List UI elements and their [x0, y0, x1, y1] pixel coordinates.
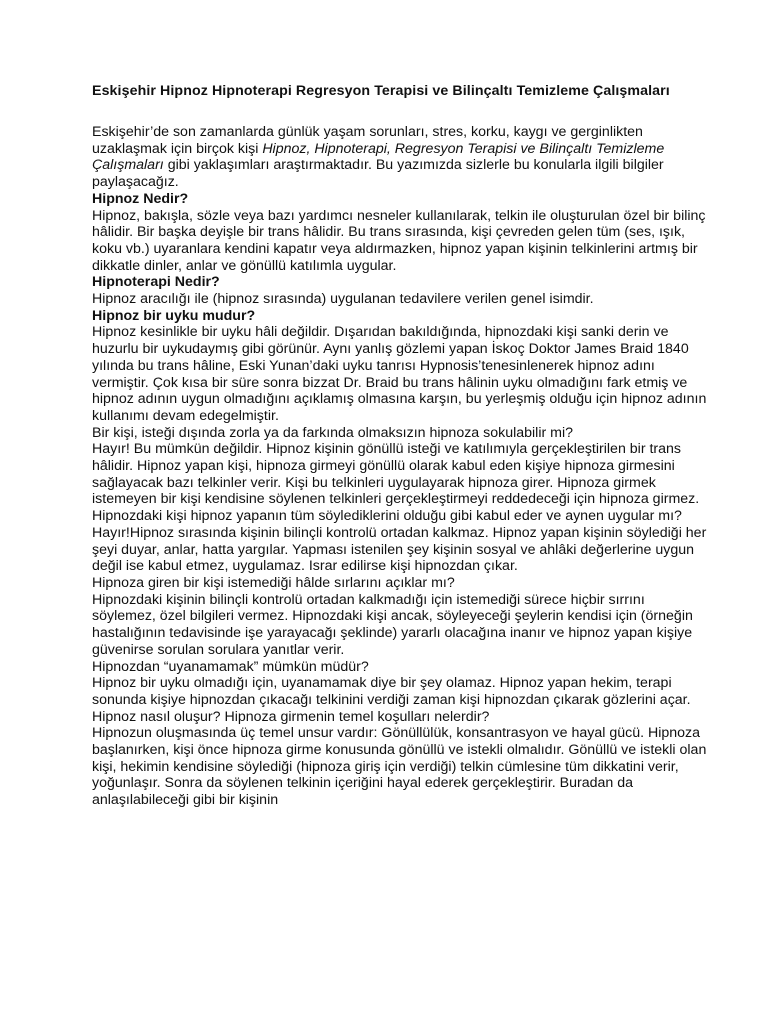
qa-answer: Hipnoz bir uyku olmadığı için, uyanamamak diye bir şey olamaz. Hipnoz yapan hekim, terapi sonunda kişiye hipnozdan çıkacağı telkinini verdiği zaman kişi hipnozdan çıkarak gözlerini açar.	[92, 675, 691, 708]
qa-question: Hipnozdan “uyanamamak” mümkün müdür?	[92, 658, 369, 675]
qa-answer: Hayır! Bu mümkün değildir. Hipnoz kişinin gönüllü isteği ve katılımıyla gerçekleştirilen bir trans hâlidir. Hipnoz yapan kişi, hipnoza girmeyi gönüllü olarak kabul eden kişiye hipnoza girmesini sağlayacak bazı telkinler verir. Kişi bu telkinleri uygulayarak hipnoza girer. Hipnoza girmek istemeyen bir kişi kendisine söylenen telkinleri gerçekleştirmeyi reddedeceği için hipnoza girmez.	[92, 441, 700, 508]
qa-answer: Hayır!Hipnoz sırasında kişinin bilinçli kontrolü ortadan kalkmaz. Hipnoz yapan kişinin söylediği her şeyi duyar, anlar, hatta yargılar. Yapması istenilen şey kişinin sosyal ve ahlâki değerlerine uygun değil ise kabul etmez, uygulamaz. Israr edilirse kişi hipnozdan çıkar.	[92, 524, 707, 575]
qa-question: Bir kişi, isteği dışında zorla ya da farkında olmaksızın hipnoza sokulabilir mi?	[92, 424, 574, 441]
qa-question: Hipnoz nasıl oluşur? Hipnoza girmenin temel koşulları nelerdir?	[92, 708, 490, 725]
section-body-hipnoz-nedir: Hipnoz, bakışla, sözle veya bazı yardımcı nesneler kullanılarak, telkin ile oluşturulan özel bir bilinç hâlidir. Bir başka deyişle bir trans hâlidir. Bu trans sırasında, kişi çevreden gelen tüm (ses, ışık, koku vb.) uyaranlara kendini kapatır veya aldırmazken, hipnoz yapan kişinin telkinlerini artmış bir dikkatle dinler, anlar ve gönüllü katılımla uygular.	[92, 207, 706, 274]
section-heading-hipnoz-nedir: Hipnoz Nedir?	[92, 190, 189, 207]
intro-text-start: Eskişehir’de son zamanlarda günlük yaşam sorunları, stres, korku, kaygı ve gerginlikten uzaklaşmak için birçok kişi	[92, 124, 643, 157]
section-heading-hipnoz-uyku-mu: Hipnoz bir uyku mudur?	[92, 307, 256, 324]
intro-paragraph	[92, 124, 708, 191]
qa-answer: Hipnozdaki kişinin bilinçli kontrolü ortadan kalkmadığı için istemediği sürece hiçbir sırrını söylemez, özel bilgileri vermez. Hipnozdaki kişi ancak, söyleyeceği şeylerin kendisi için (örneğin hastalığının tedavisinde işe yarayacağı şeklinde) yararlı olacağına inanır ve hipnoz yapan kişiye güvenirse sorulan sorulara yanıtlar verir.	[92, 591, 693, 658]
intro-italic-topics: Hipnoz, Hipnoterapi, Regresyon Terapisi ve Bilinçaltı Temizleme Çalışmaları	[92, 140, 665, 174]
qa-question: Hipnozdaki kişi hipnoz yapanın tüm söylediklerini olduğu gibi kabul eder ve aynen uygular mı?	[92, 508, 682, 525]
section-body-hipnoterapi-nedir: Hipnoz aracılığı ile (hipnoz sırasında) uygulanan tedavilere verilen genel isimdir.	[92, 291, 594, 308]
qa-question: Hipnoza giren bir kişi istemediği hâlde sırlarını açıklar mı?	[92, 574, 455, 591]
document-title: Eskişehir Hipnoz Hipnoterapi Regresyon Terapisi ve Bilinçaltı Temizleme Çalışmaları	[92, 83, 670, 99]
intro-text-end: gibi yaklaşımları araştırmaktadır. Bu yazımızda sizlerle bu konularla ilgili bilgiler paylaşacağız.	[92, 157, 664, 191]
qa-answer: Hipnozun oluşmasında üç temel unsur vardır: Gönüllülük, konsantrasyon ve hayal gücü. Hipnoza başlanırken, kişi önce hipnoza girme konusunda gönüllü ve istekli olmalıdır. Gönüllü ve istekli olan kişi, hekimin kendisine söylediği (hipnoza giriş için verdiği) telkin cümlesine tüm dikkatini verir, yoğunlaşır. Sonra da söylenen telkinin içeriğini hayal ederek gerçekleştirir. Buradan da anlaşılabileceği gibi bir kişinin	[92, 725, 707, 809]
section-heading-hipnoterapi-nedir: Hipnoterapi Nedir?	[92, 274, 220, 291]
section-body-hipnoz-uyku-mu: Hipnoz kesinlikle bir uyku hâli değildir. Dışarıdan bakıldığında, hipnozdaki kişi sanki derin ve huzurlu bir uykudaymış gibi görünür. Aynı yanlış gözlemi yapan İskoç Doktor James Braid 1840 yılında bu trans hâline, Eski Yunan’daki uyku tanrısı Hypnosis’tenesinlenerek hipnoz adını vermiştir. Çok kısa bir süre sonra bizzat Dr. Braid bu trans hâlinin uyku olmadığını fark etmiş ve hipnoz adının uygun olmadığını açıklamış olmasına karşın, bu yerleşmiş olduğu için hipnoz adının kullanımı devam edegelmiştir.	[92, 324, 707, 424]
